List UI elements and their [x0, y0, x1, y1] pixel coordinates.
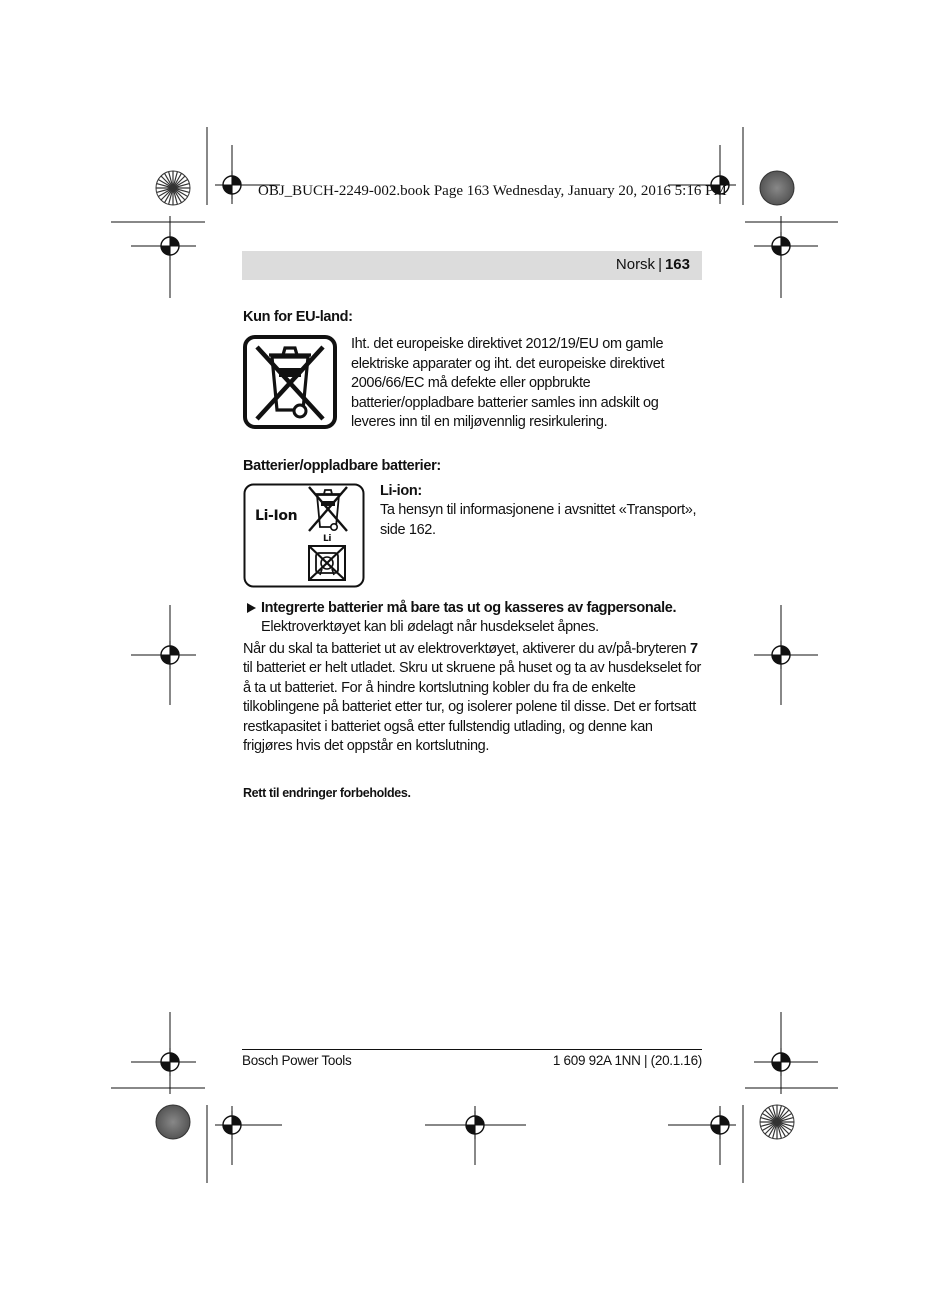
bullet-arrow-icon: [247, 603, 256, 613]
warning-bold-text: Integrerte batterier må bare tas ut og kasseres av fagpersonale.: [261, 599, 677, 616]
battery-text-block: [380, 482, 703, 588]
footer-brand: Bosch Power Tools: [242, 1053, 352, 1068]
header-separator: |: [658, 256, 662, 273]
slug-line: OBJ_BUCH-2249-002.book Page 163 Wednesday, January 20, 2016 5:16 PM: [258, 183, 727, 199]
warning-text: [261, 599, 703, 638]
eu-heading: Kun for EU-land:: [243, 309, 353, 325]
battery-heading: Batterier/oppladbare batterier:: [243, 457, 441, 474]
eu-section: [243, 335, 703, 433]
paragraph-before: Når du skal ta batteriet ut av elektroverktøyet, aktiverer du av/på-bryteren: [243, 640, 690, 657]
switch-reference: 7: [689, 640, 698, 657]
li-ion-subheading: Li-ion:: [380, 482, 422, 499]
page-content: [243, 308, 703, 803]
battery-section: [243, 483, 703, 588]
crossed-out-wheelie-bin-icon: [243, 335, 337, 429]
footer-doc-number: 1 609 92A 1NN | (20.1.16): [552, 1053, 702, 1068]
crossed-battery-recycling-icon: [309, 546, 345, 580]
page-number: 163: [664, 256, 690, 273]
page-header: [242, 251, 702, 280]
li-ion-symbol-label: Li-Ion: [255, 507, 298, 524]
header-text: [616, 256, 690, 273]
warning-bullet: [243, 599, 703, 638]
battery-text: Ta hensyn til informasjonene i avsnittet «Transport», side 162.: [380, 502, 697, 538]
warning-plain-text: Elektroverktøyet kan bli ødelagt når husdekselet åpnes.: [261, 619, 599, 635]
eu-text: Iht. det europeiske direktivet 2012/19/EU om gamle elektriske apparater og iht. det europeiske direktivet 2006/66/EC må defekte eller oppbrukte batterier/oppladbare batterier samles inn adskilt og leveres inn til en miljøvennlig resirkulering.: [351, 336, 665, 430]
removal-paragraph: [243, 640, 703, 757]
li-sub-label: Li: [323, 533, 332, 544]
footer-rule: [242, 1049, 702, 1050]
header-language: Norsk: [615, 256, 656, 273]
rights-notice: Rett til endringer forbeholdes.: [243, 785, 411, 800]
li-ion-symbol-box: [243, 483, 365, 588]
paragraph-after: til batteriet er helt utladet. Skru ut skruene på huset og ta av husdekselet for å ta ut batteriet. For å hindre kortslutning kobler du fra de enkelte tilkoblingene på batteriet etter tur, og isolerer polene til disse. Det er fortsatt restkapasitet i batteriet også etter fullstendig utlading, og denne kan frigjøres hvis det oppstår en kortslutning.: [243, 660, 702, 754]
